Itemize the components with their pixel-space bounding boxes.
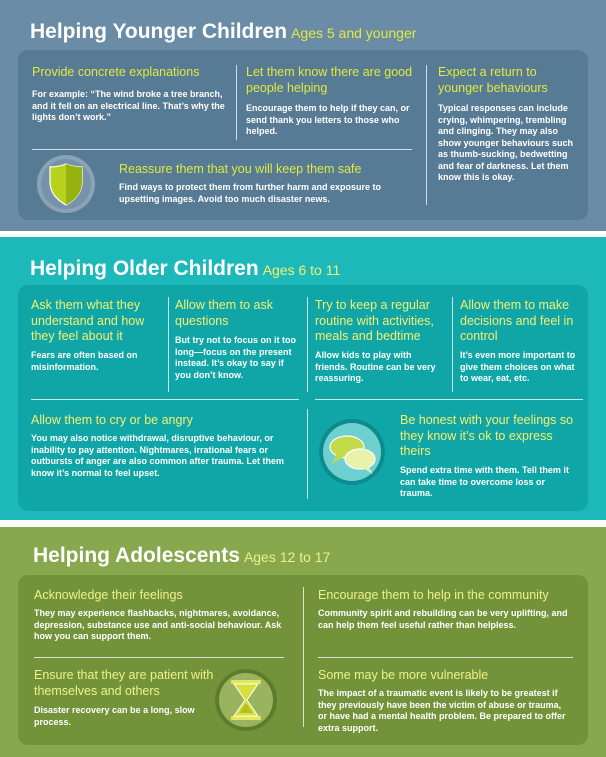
divider	[31, 399, 299, 400]
divider	[318, 657, 573, 658]
younger-children-section	[0, 0, 606, 231]
ask-understand-body: Fears are often based on misinformation.	[31, 350, 138, 372]
adolescents-heading	[33, 544, 330, 568]
divider	[315, 399, 583, 400]
ask-questions-body: But try not to focus on it too long—focus on the present instead. It’s okay to say if you don’t know.	[175, 335, 296, 380]
ask-questions-title: Allow them to ask questions	[175, 298, 273, 328]
keep-safe-body: Find ways to protect them from further harm and exposure to upsetting images. Avoid too much disaster news.	[119, 182, 382, 204]
divider	[426, 65, 427, 205]
acknowledge-feelings-title: Acknowledge their feelings	[34, 588, 183, 602]
be-honest-body: Spend extra time with them. Tell them it can take time to overcome loss or trauma.	[400, 465, 569, 498]
cry-angry-title: Allow them to cry or be angry	[31, 413, 193, 427]
concrete-explanations-title: Provide concrete explanations	[32, 65, 200, 79]
adolescents-age-range: Ages 12 to 17	[243, 549, 331, 565]
help-community-title: Encourage them to help in the community	[318, 588, 549, 602]
divider	[168, 297, 169, 392]
patient-title: Ensure that they are patient with themselves and others	[34, 668, 214, 698]
older-heading	[30, 257, 340, 281]
divider	[307, 409, 308, 499]
adolescents-title: Helping Adolescents	[33, 544, 240, 567]
speech-bubbles-icon	[318, 418, 386, 486]
routine-body: Allow kids to play with friends. Routine can be very reassuring.	[315, 350, 436, 383]
shield-icon	[36, 154, 96, 214]
routine-title: Try to keep a regular routine with activities, meals and bedtime	[315, 298, 434, 343]
divider	[307, 297, 308, 392]
younger-age-range: Ages 5 and younger	[291, 25, 417, 41]
more-vulnerable-title: Some may be more vulnerable	[318, 668, 489, 682]
younger-behaviours-body: Typical responses can include crying, whimpering, trembling and clinging. They may also show younger behaviours such as thumb-sucking, bedwetting and fear of darkness. Let them know this is okay.	[438, 103, 574, 182]
good-people-body: Encourage them to help if they can, or send thank you letters to those who helped.	[246, 103, 410, 136]
divider	[236, 65, 237, 140]
cry-angry-body: You may also notice withdrawal, disruptive behaviour, or inability to pay attention. Nightmares, irrational fears or outbursts of anger are also common after trauma. Let them know it’s normal to feel upset.	[31, 433, 285, 478]
decisions-title: Allow them to make decisions and feel in control	[460, 298, 574, 343]
ask-understand-title: Ask them what they understand and how they feel about it	[31, 298, 145, 343]
adolescents-section	[0, 527, 606, 757]
older-age-range: Ages 6 to 11	[262, 262, 341, 278]
decisions-body: It’s even more important to give them choices on what to wear, eat, etc.	[460, 350, 576, 383]
more-vulnerable-body: The impact of a traumatic event is likely to be greatest if they previously have been the victim of abuse or trauma, or have had a mental health problem. Be prepared to offer extra support.	[318, 688, 566, 733]
younger-heading	[30, 20, 416, 44]
keep-safe-title: Reassure them that you will keep them safe	[119, 162, 362, 176]
be-honest-title: Be honest with your feelings so they know it’s ok to express theirs	[400, 413, 574, 458]
divider	[452, 297, 453, 392]
older-children-section	[0, 237, 606, 520]
patient-body: Disaster recovery can be a long, slow process.	[34, 705, 195, 727]
good-people-title: Let them know there are good people helping	[246, 65, 413, 95]
hourglass-icon	[214, 668, 278, 732]
acknowledge-feelings-body: They may experience flashbacks, nightmares, avoidance, depression, substance use and anti-social behaviour. Ask how you can support them.	[34, 608, 282, 641]
younger-title: Helping Younger Children	[30, 20, 288, 43]
concrete-explanations-body: For example: “The wind broke a tree branch, and it fell on an electrical line. That’s why the lights don’t work.”	[32, 89, 225, 122]
divider	[303, 587, 304, 727]
younger-behaviours-title: Expect a return to younger behaviours	[438, 65, 548, 95]
help-community-body: Community spirit and rebuilding can be very uplifting, and can help them feel useful rather than helpless.	[318, 608, 568, 630]
older-title: Helping Older Children	[30, 257, 259, 280]
divider	[32, 149, 412, 150]
divider	[34, 657, 284, 658]
